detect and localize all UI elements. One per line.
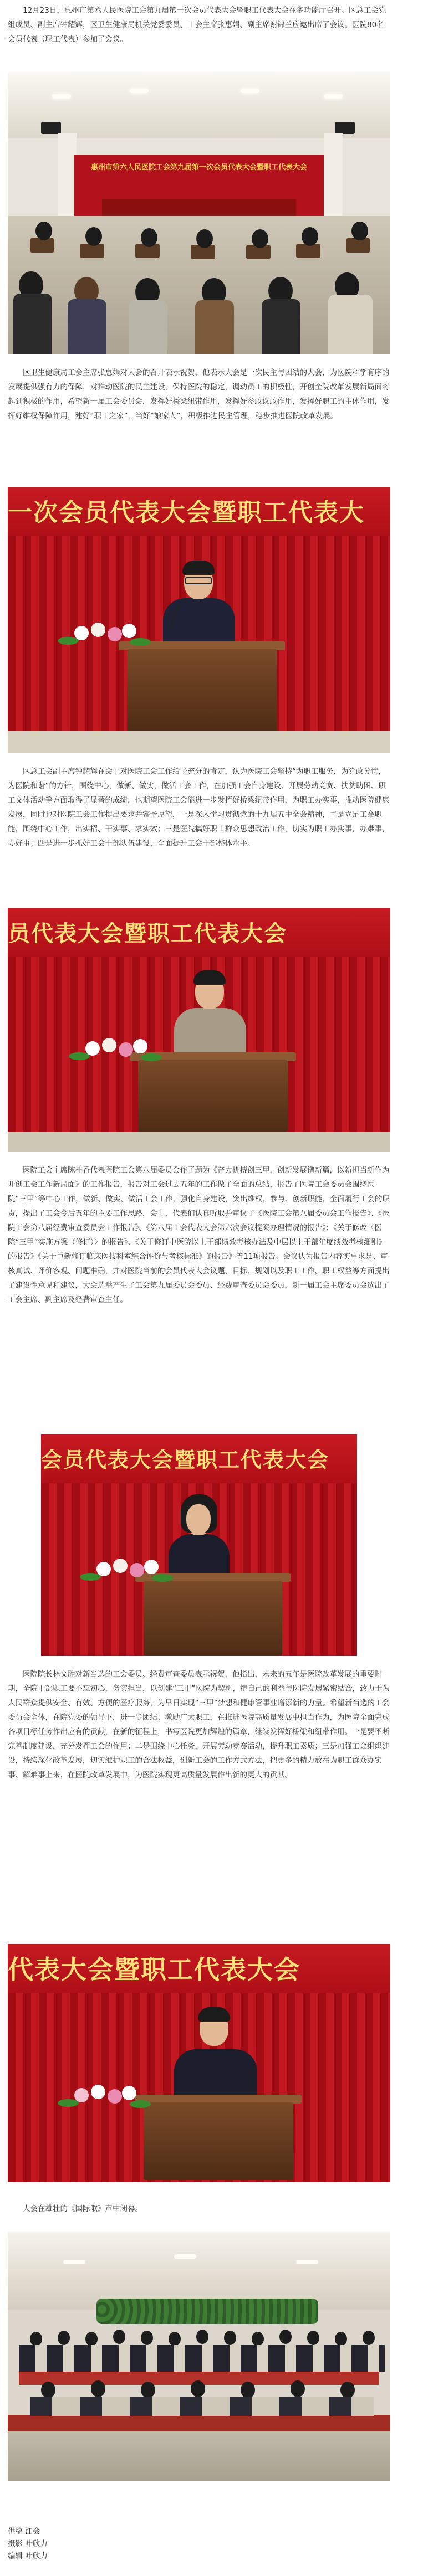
leaf — [80, 1573, 101, 1581]
article-credits — [8, 2526, 48, 2562]
pink-flower — [119, 1042, 133, 1057]
ceiling — [8, 72, 390, 138]
speaker-body — [163, 598, 235, 648]
speaker-photo-1 — [8, 487, 390, 753]
attendee-head — [340, 2382, 355, 2398]
white-flower — [96, 1562, 111, 1576]
podium — [127, 649, 277, 732]
speaker-hair — [198, 2007, 230, 2022]
white-flower — [91, 623, 105, 637]
stage-banner: 代表大会暨职工代表大会 — [8, 1944, 390, 1993]
leaf — [141, 1053, 162, 1061]
ceiling — [8, 2232, 390, 2310]
pink-flower — [130, 1563, 144, 1577]
stage-banner: 员代表大会暨职工代表大会 — [8, 908, 390, 957]
plant-wall — [96, 2299, 318, 2324]
presidium-table — [102, 199, 296, 218]
audience-head — [302, 227, 318, 246]
audience-back — [328, 295, 373, 354]
white-flower — [122, 624, 136, 638]
table-edge — [8, 1132, 390, 1152]
pink-flower — [108, 2089, 122, 2104]
attendee-bodies-front-row — [30, 2397, 374, 2416]
podium — [144, 2102, 293, 2180]
chair — [80, 244, 104, 258]
leaf — [130, 638, 151, 646]
audience-back — [129, 300, 167, 354]
white-flower — [133, 1039, 147, 1053]
attendee-head — [241, 2382, 255, 2398]
speaker-body — [174, 1008, 246, 1058]
group-photo — [8, 2232, 390, 2481]
credit-author: 供稿 江会 — [8, 2527, 40, 2536]
speaker-photo-3 — [41, 1434, 357, 1656]
leaf — [58, 2099, 79, 2107]
attendee-head — [363, 2331, 375, 2345]
audience-back — [262, 299, 300, 354]
ceiling-light — [296, 2260, 318, 2264]
podium — [138, 1060, 288, 1132]
stage-banner: 一次会员代表大会暨职工代表大 — [8, 487, 390, 536]
chair — [296, 244, 320, 258]
attendee-head — [291, 2380, 305, 2397]
attendee-head — [85, 2332, 98, 2346]
audience-head — [35, 222, 52, 240]
attendee-bodies-back-row — [19, 2345, 385, 2372]
audience-back — [13, 294, 52, 354]
desk-row — [8, 2415, 390, 2431]
chair — [346, 238, 370, 253]
ceiling-light — [174, 2254, 196, 2259]
speaker-photo-2 — [8, 908, 390, 1152]
white-flower — [144, 1560, 159, 1574]
credit-photographer: 摄影 叶欣力 — [8, 2539, 48, 2548]
audience-head — [141, 228, 157, 247]
leaf — [130, 2100, 151, 2108]
audience-head — [252, 229, 268, 248]
leaf — [152, 1574, 173, 1582]
credit-editor: 编辑 叶欣力 — [8, 2552, 48, 2560]
speaker-hair — [182, 561, 215, 575]
attendee-head — [335, 2332, 347, 2346]
ceiling-light — [324, 94, 343, 99]
white-flower — [74, 626, 89, 640]
speaker-photo-4 — [8, 1944, 390, 2182]
attendee-head — [307, 2331, 319, 2345]
attendee-head — [41, 2382, 55, 2398]
attendee-head — [196, 2330, 208, 2344]
attendee-head — [113, 2330, 125, 2344]
attendee-head — [191, 2380, 205, 2397]
flower-arrangement — [58, 620, 152, 652]
glasses — [185, 577, 212, 584]
leaf — [58, 637, 79, 645]
white-flower — [102, 1038, 116, 1052]
closing-paragraph: 大会在雄壮的《国际歌》声中闭幕。 — [23, 2204, 142, 2213]
attendee-head — [224, 2331, 236, 2345]
loudspeaker — [335, 122, 355, 134]
loudspeaker — [41, 122, 61, 134]
attendee-head — [141, 2331, 153, 2345]
white-flower — [85, 1041, 100, 1056]
attendee-head — [252, 2332, 264, 2346]
audience-head — [85, 227, 102, 246]
attendee-head — [169, 2332, 181, 2346]
union-chair-speech-paragraph: 区卫生健康局工会主席张惠娟对大会的召开表示祝贺，他表示大会是一次民主与团结的大会，为医院科学有序的发展提供强有力的保障，对推动医院的民主建设，保持医院的稳定，调动员工的积极性，开创全院改革发展新局面将起到积极的作用，希望新一届工会委员会，发挥好桥梁纽带作用，发挥好参政议政作用，发挥好职工的主体作用，发挥好维权保障作用，建好“职工之家”，当好“娘家人”，积极推进民主管理，稳步推进医院改革发展。 — [8, 368, 390, 420]
ceiling-light — [130, 89, 149, 93]
speaker-body — [174, 2049, 257, 2099]
stage-banner: 会员代表大会暨职工代表大会 — [41, 1434, 357, 1483]
attendee-head — [141, 2382, 155, 2398]
ceiling-light — [241, 89, 259, 93]
speaker-face — [186, 1504, 211, 1534]
attendee-head — [91, 2380, 105, 2397]
white-flower — [113, 1559, 128, 1573]
pink-flower — [108, 627, 122, 641]
flower-arrangement — [58, 2083, 152, 2115]
leaf — [69, 1052, 90, 1060]
flower-arrangement — [69, 1036, 163, 1068]
president-speech-paragraph: 医院院长林文胜对新当选的工会委员、经费审查委员表示祝贺，他指出，未来的五年是医院改革发展的重要时期，全院干部职工要不忘初心，务实担当，以创建“三甲”医院为契机，把自己的利益与医院发展紧密结合，致力于为人民群众提供安全、有效、方便的医疗服务，为早日实现“三甲”梦想和健康管事业增添新的力量。希望新当选的工会委员会全体，在院党委的领导下，进一步团结、激励广大职工，在推进医院高质量发展中担当作为，为医院全面完成各项目标任务作出应有的贡献，在新的征程上，书写医院更加辉煌的篇章，继续发挥好桥梁和纽带作用。一是要不断完善制度建设，充分发挥工会的作用；二是围绕中心任务，开展劳动竞赛活动，提升职工素质；三是加强工会组织建设，持续深化改革发展，切实维护职工的合法权益，创新工会的工作方式方法，把更多的精力放在为职工群众办实事、解难事上来，在医院改革发展中，为医院实现更高质量发展作出新的更大的贡献。 — [8, 1670, 390, 1780]
audience-head — [196, 229, 213, 248]
audience-head — [351, 222, 368, 240]
white-flower — [91, 2085, 105, 2099]
conference-hall-photo — [8, 72, 390, 354]
attendee-head — [279, 2330, 292, 2344]
district-union-speech-paragraph: 区总工会副主席钟耀辉在会上对医院工会工作给予充分的肯定，认为医院工会坚持“为职工服务，为党政分忧，为医院和谐”的方针，围绕中心，做新、做实，做活工会工作，在加强工会自身建设、开展劳动竞赛、扶贫助困、职工文体活动等方面取得了显著的成绩，也期望医院工会能进一步发挥好桥梁纽带作用，为职工办实事，推动医院健康发展，同时也对医院工会工作提出要求并寄予厚望，一是深入学习贯彻党的十九届五中全会精神，二是立足工会职能，围绕中心工作，出实招、干实事、求实效；三是医院搞好职工群众思想政治工作，切实为职工办实事，办难事，办好事；四是进一步抓好工会干部队伍建设，全面提升工会干部整体水平。 — [8, 767, 390, 848]
audience-back — [68, 299, 106, 354]
podium — [144, 1581, 282, 1656]
work-report-paragraph: 医院工会主席陈桂香代表医院工会第八届委员会作了题为《奋力拼搏创三甲，创新发展谱新篇，以新担当新作为开创工会工作新局面》的工作报告，报告对工会过去五年的工作做了全面的总结，报告了医院工会委员会围绕医院“三甲”等中心工作，做新、做实、做活工会工作，强化自身建设，突出维权，参与、创新职能，全面履行工会的职责，提出了工会今后五年的主要工作思路，会上，代表们认真听取并审议了《医院工会第八届委员会工作报告》、《医院工会第八届经费审查委员会工作报告》、《第八届工会代表大会第六次会议提案办理情况的报告》；《关于修改〈医院“三甲”实施方案（修订）〉的报告》、《关于修订中医院以上干部绩效考核办法及中层以上干部年度绩效考核细则》的报告》《关于重新修订临床医技科室综合评价与考核标准》的报告》等11项报告。会议认为报告内容实事求是、审核真诚、评价客观、问题准确，并对医院当前的会员代表大会议题、目标、规划以及职工工作，职工权益等方面提出了建设性意见和建议，大会选举产生了工会第九届委员会委员、经费审查委员会委员，新一届工会主席委员会选出了工会主席、副主席及经费审查主任。 — [8, 1166, 390, 1304]
attendee-head — [30, 2332, 42, 2346]
white-flower — [122, 2086, 136, 2100]
ceiling-light — [63, 2260, 85, 2264]
attendee-head — [58, 2331, 70, 2345]
flower-arrangement — [80, 1556, 174, 1588]
table-edge — [8, 731, 390, 753]
pink-flower — [74, 2088, 89, 2102]
audience-back — [195, 300, 234, 354]
chair — [30, 238, 54, 253]
hall-banner-text: 惠州市第六人民医院工会第九届第一次会员代表大会暨职工代表大会 — [90, 163, 307, 172]
intro-paragraph: 12月23日，惠州市第六人民医院工会第九届第一次会员代表大会暨职工代表大会在多功能厅召开。区总工会党组成员、副主席钟耀辉，区卫生健康局机关党委委员、工会主席张惠娟、副主席谢锦兰应邀出席了会议。医院80名会员代表（职工代表）参加了会议。 — [8, 6, 386, 44]
ceiling-light — [52, 94, 71, 99]
speaker-hair — [193, 970, 226, 985]
